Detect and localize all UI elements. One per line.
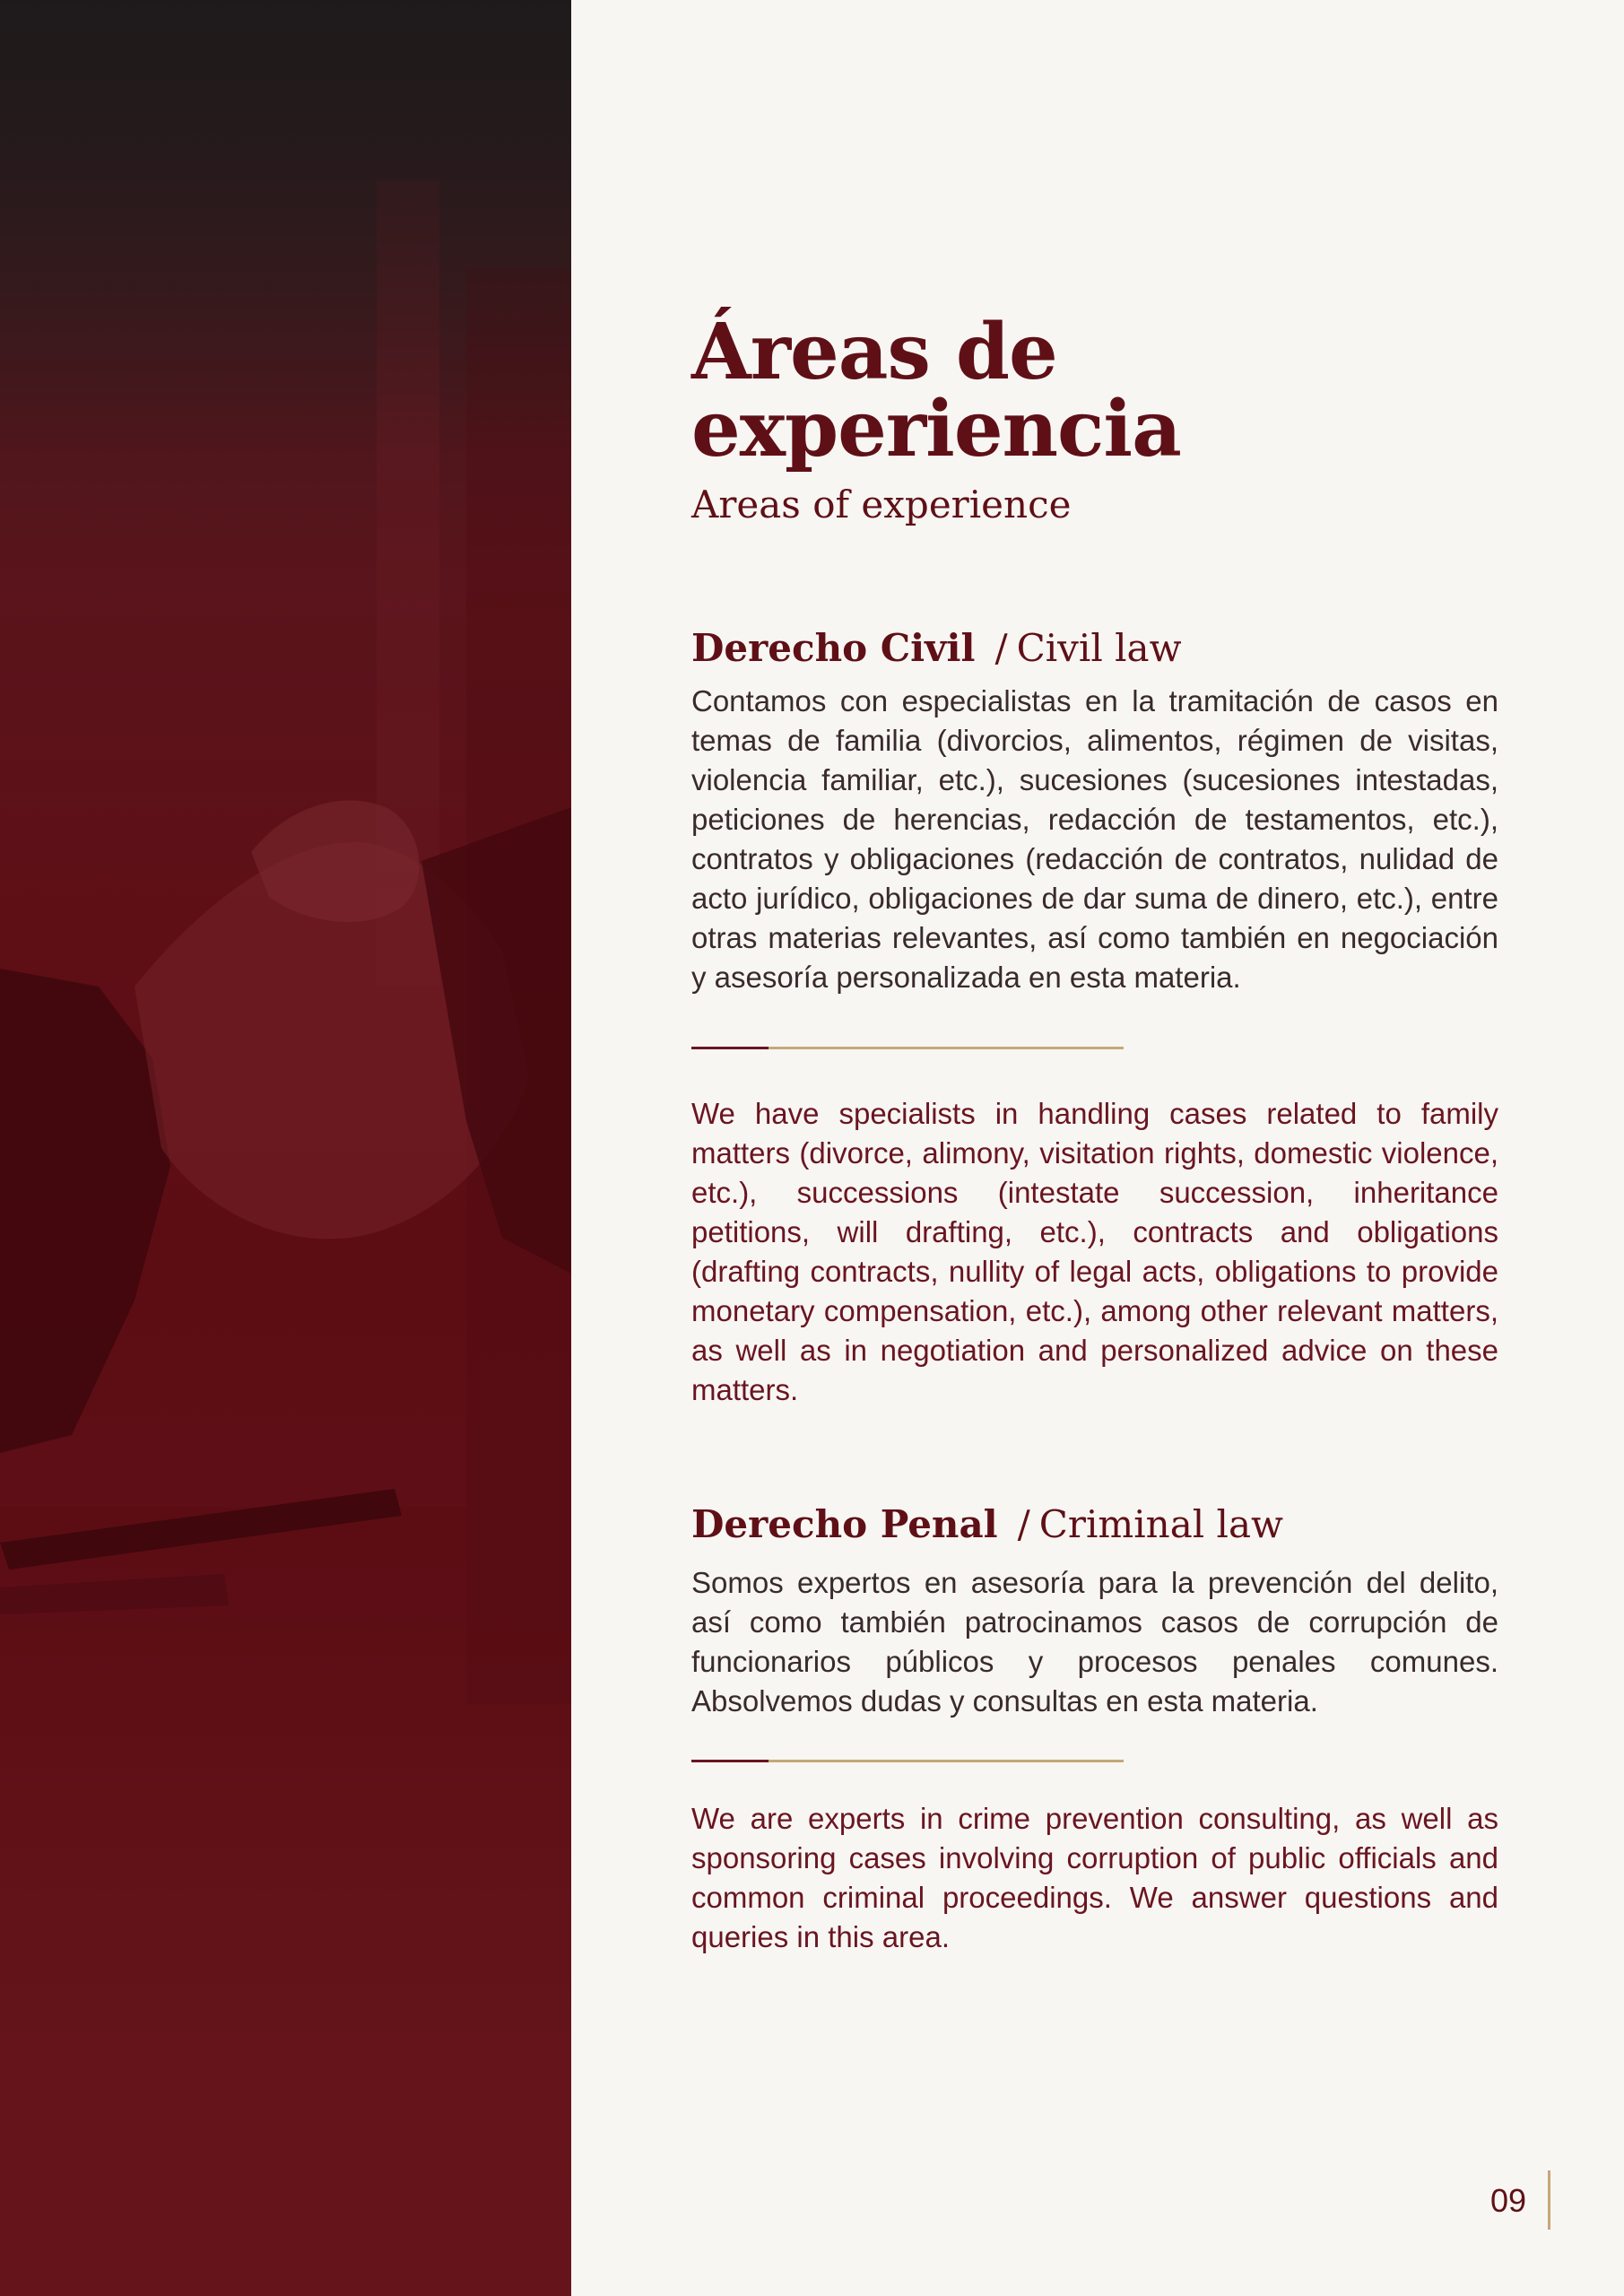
page-number-rule: [1548, 2170, 1550, 2230]
criminal-body-en: We are experts in crime prevention consulting, as well as sponsoring cases involving corruption of public officials and common criminal proceedings. We answer questions and queries in this area.: [691, 1802, 1498, 1953]
handshake-photo-panel: [0, 0, 571, 2296]
civil-body-en: We have specialists in handling cases related to family matters (divorce, alimony, visitation rights, domestic violence, etc.), successions (intestate succession, inheritance petitions, will drafting, etc.), contracts and obligations (drafting contracts, nullity of legal acts, obligations to provide monetary compensation, etc.), among other relevant matters, as well as in negotiation and personalized advice on these matters.: [691, 1097, 1498, 1406]
section-heading-civil: [691, 625, 1182, 672]
page-title-line-2: experiencia: [691, 384, 1181, 474]
divider-accent: [691, 1047, 769, 1049]
criminal-body-es: Somos expertos en asesoría para la prevención del delito, así como también patrocinamos casos de corrupción de funcionarios públicos y procesos penales comunes. Absolvemos dudas y consultas en esta materia.: [691, 1566, 1498, 1718]
section-title-en: Criminal law: [1038, 1502, 1283, 1546]
section-divider: [691, 1047, 1124, 1049]
section-title-es: Derecho Civil: [691, 626, 976, 670]
page-title: [691, 307, 1498, 474]
section-title-es: Derecho Penal: [691, 1502, 998, 1546]
section-title-separator: /: [994, 626, 1008, 670]
section-title-en: Civil law: [1016, 626, 1182, 670]
civil-body-es: Contamos con especialistas en la tramitación de casos en temas de familia (divorcios, alimentos, régimen de visitas, violencia familiar, etc.), sucesiones (sucesiones intestadas, peticiones de herencias, redacción de testamentos, etc.), contratos y obligaciones (redacción de contratos, nulidad de acto jurídico, obligaciones de dar suma de dinero, etc.), entre otras materias relevantes, así como también en negociación y asesoría personalizada en esta materia.: [691, 684, 1498, 994]
divider-gold: [769, 1047, 1124, 1049]
handshake-photo-illustration: [0, 0, 571, 2296]
section-divider: [691, 1760, 1124, 1762]
divider-gold: [769, 1760, 1124, 1762]
page-number: 09: [1490, 2182, 1527, 2219]
divider-accent: [691, 1760, 769, 1762]
section-title-separator: /: [1017, 1502, 1030, 1546]
page-title-line-1: Áreas de: [691, 307, 1057, 397]
page-subtitle: Areas of experience: [691, 483, 1072, 526]
section-heading-criminal: [691, 1501, 1283, 1548]
